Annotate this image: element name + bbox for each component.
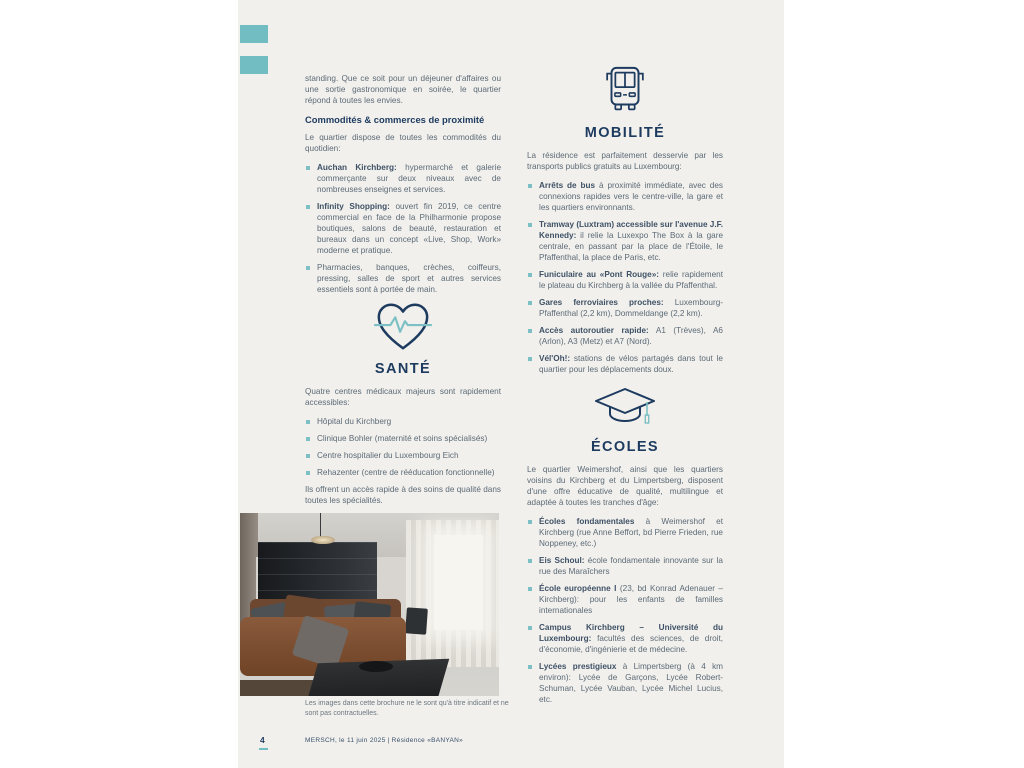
sante-outro: Ils offrent un accès rapide à des soins de qualité dans toutes les spécialités.	[305, 485, 501, 505]
left-column-commodities-section	[305, 73, 501, 301]
bullet-square-icon	[306, 166, 310, 170]
list-item	[527, 269, 723, 291]
commodities-heading: Commodités & commerces de proximité	[305, 114, 485, 125]
bullet-rest: facultés des sciences, de droit, d'économie, d'ingénierie et de médecine.	[539, 634, 723, 654]
bullet-square-icon	[306, 266, 310, 270]
bullet-bold: Lycées prestigieux	[539, 662, 617, 671]
ecoles-lead: Le quartier Weimershof, ainsi que les quartiers voisins du Kirchberg et du Limpertsberg, disposent d'une offre éducative de qualité, multilingue et adaptée à toutes les tranches d'âge:	[527, 465, 723, 507]
bullet-bold: Accès autoroutier rapide:	[539, 326, 649, 335]
interior-photo	[240, 513, 499, 696]
list-item	[527, 180, 723, 213]
list-item	[305, 433, 501, 444]
list-item	[527, 516, 723, 549]
list-item	[527, 353, 723, 375]
bullet-bold: École européenne I	[539, 584, 617, 593]
bullet-square-icon	[528, 357, 532, 361]
bullet-rest: A1 (Trèves), A6 (Arlon), A3 (Metz) et A7 (Nord).	[539, 326, 723, 346]
ecoles-section	[527, 386, 723, 711]
bullet-rest: il relie la Luxexpo The Box à la gare centrale, en passant par la place de l'Étoile, le Pfaffenthal, la place de Paris, etc.	[539, 231, 723, 262]
bullet-square-icon	[528, 329, 532, 333]
mobilite-icon-wrap	[527, 64, 723, 123]
list-item	[305, 416, 501, 427]
mobilite-section	[527, 64, 723, 381]
teal-decoration-square-1	[240, 25, 268, 43]
page-number: 4	[260, 735, 265, 745]
bus-icon	[599, 64, 651, 118]
bullet-bold: Infinity Shopping:	[317, 202, 390, 211]
bullet-rest: Pharmacies, banques, crèches, coiffeurs, pressing, salles de sport et autres services essentiels sont à portée de main.	[317, 263, 501, 294]
ecoles-list	[527, 516, 723, 705]
list-item	[305, 467, 501, 478]
sante-heading: SANTÉ	[374, 361, 432, 377]
bullet-text: Rehazenter (centre de rééducation fonctionnelle)	[317, 468, 495, 477]
bullet-rest: à Limpertsberg (à 4 km environ): Lycée de Garçons, Lycée Robert-Schuman, Lycée Vauban, Lycée Michel Lucius, etc.	[539, 662, 723, 704]
mobilite-lead: La résidence est parfaitement desservie par les transports publics gratuits au Luxembourg:	[527, 151, 723, 171]
bullet-bold: Auchan Kirchberg:	[317, 163, 397, 172]
photo-chair	[405, 607, 427, 634]
bullet-text: Clinique Bohler (maternité et soins spécialisés)	[317, 434, 488, 443]
bullet-square-icon	[528, 301, 532, 305]
sante-list	[305, 416, 501, 478]
list-item	[305, 450, 501, 461]
list-item	[527, 583, 723, 616]
bullet-bold: Tramway (Luxtram) accessible sur l'avenue J.F. Kennedy:	[539, 220, 723, 240]
list-item	[527, 219, 723, 263]
photo-pendant-cord	[320, 513, 321, 537]
mobilite-heading: MOBILITÉ	[584, 125, 666, 141]
bullet-rest: Luxembourg-Pfaffenthal (2,2 km), Dommeldange (2,2 km).	[539, 298, 723, 318]
bullet-bold: Funiculaire au «Pont Rouge»:	[539, 270, 660, 279]
intro-paragraph: standing. Que ce soit pour un déjeuner d'affaires ou une sortie gastronomique en soirée, le quartier répond à toutes les envies.	[305, 74, 501, 105]
list-item	[527, 555, 723, 577]
bullet-rest: école fondamentale innovante sur la rue des Maraîchers	[539, 556, 723, 576]
photo-pendant-lamp	[311, 536, 334, 544]
sante-icon-wrap	[305, 300, 501, 359]
bullet-bold: Eis Schoul:	[539, 556, 585, 565]
graduation-cap-icon	[593, 386, 657, 432]
bullet-square-icon	[306, 420, 310, 424]
photo-window-light	[434, 535, 483, 630]
list-item	[527, 661, 723, 705]
bullet-rest: relie rapidement le plateau du Kirchberg à la vallée du Pfaffenthal.	[539, 270, 723, 290]
bullet-square-icon	[528, 223, 532, 227]
photo-caption: Les images dans cette brochure ne le sont qu'à titre indicatif et ne sont pas contractuelles.	[305, 700, 509, 717]
brochure-page	[238, 0, 784, 768]
bullet-square-icon	[528, 520, 532, 524]
bullet-rest: stations de vélos partagés dans tout le quartier pour les déplacements doux.	[539, 354, 723, 374]
bullet-square-icon	[306, 454, 310, 458]
bullet-square-icon	[528, 626, 532, 630]
footer-text: MERSCH, le 11 juin 2025 | Résidence «BANYAN»	[305, 737, 464, 744]
sante-lead: Quatre centres médicaux majeurs sont rapidement accessibles:	[305, 387, 501, 407]
bullet-square-icon	[528, 665, 532, 669]
bullet-bold: Vél'Oh!:	[539, 354, 571, 363]
sante-section	[305, 300, 501, 512]
bullet-rest: (23, bd Konrad Adenauer – Kirchberg): pour les enfants de familles internationales	[539, 584, 723, 615]
ecoles-heading: ÉCOLES	[590, 439, 660, 455]
photo-floor	[240, 680, 318, 696]
bullet-square-icon	[528, 273, 532, 277]
list-item	[527, 622, 723, 655]
bullet-square-icon	[306, 437, 310, 441]
bullet-square-icon	[528, 184, 532, 188]
list-item	[527, 325, 723, 347]
bullet-text: Hôpital du Kirchberg	[317, 417, 392, 426]
teal-decoration-square-2	[240, 56, 268, 74]
bullet-rest: hypermarché et galerie commerçante sur deux niveaux avec de nombreuses enseignes et services.	[317, 163, 502, 194]
bullet-bold: Campus Kirchberg – Université du Luxembourg:	[539, 623, 723, 643]
list-item	[527, 297, 723, 319]
bullet-bold: Écoles fondamentales	[539, 517, 635, 526]
commodities-list	[305, 162, 501, 295]
bullet-square-icon	[306, 205, 310, 209]
bullet-rest: à proximité immédiate, avec des connexions rapides vers le centre-ville, la gare et les quartiers environnants.	[539, 181, 723, 212]
bullet-rest: ouvert fin 2019, ce centre commercial en face de la Philharmonie propose boutiques, salons de beauté, restauration et bureaux dans un concept «Live, Shop, Work» moderne et pratique.	[317, 202, 502, 255]
mobilite-list	[527, 180, 723, 375]
bullet-square-icon	[528, 559, 532, 563]
page-number-underline	[259, 748, 268, 750]
heart-pulse-icon	[374, 300, 432, 354]
list-item	[305, 201, 501, 256]
list-item	[305, 162, 501, 195]
ecoles-icon-wrap	[527, 386, 723, 437]
bullet-square-icon	[528, 587, 532, 591]
list-item	[305, 262, 501, 295]
bullet-bold: Arrêts de bus	[539, 181, 596, 190]
commodities-lead: Le quartier dispose de toutes les commodités du quotidien:	[305, 133, 501, 153]
bullet-square-icon	[306, 471, 310, 475]
bullet-rest: à Weimershof et Kirchberg (rue Anne Beffort, bd Pierre Frieden, rue Noppeney, etc.)	[539, 517, 723, 548]
bullet-text: Centre hospitalier du Luxembourg Eich	[317, 451, 459, 460]
bullet-bold: Gares ferroviaires proches:	[539, 298, 664, 307]
